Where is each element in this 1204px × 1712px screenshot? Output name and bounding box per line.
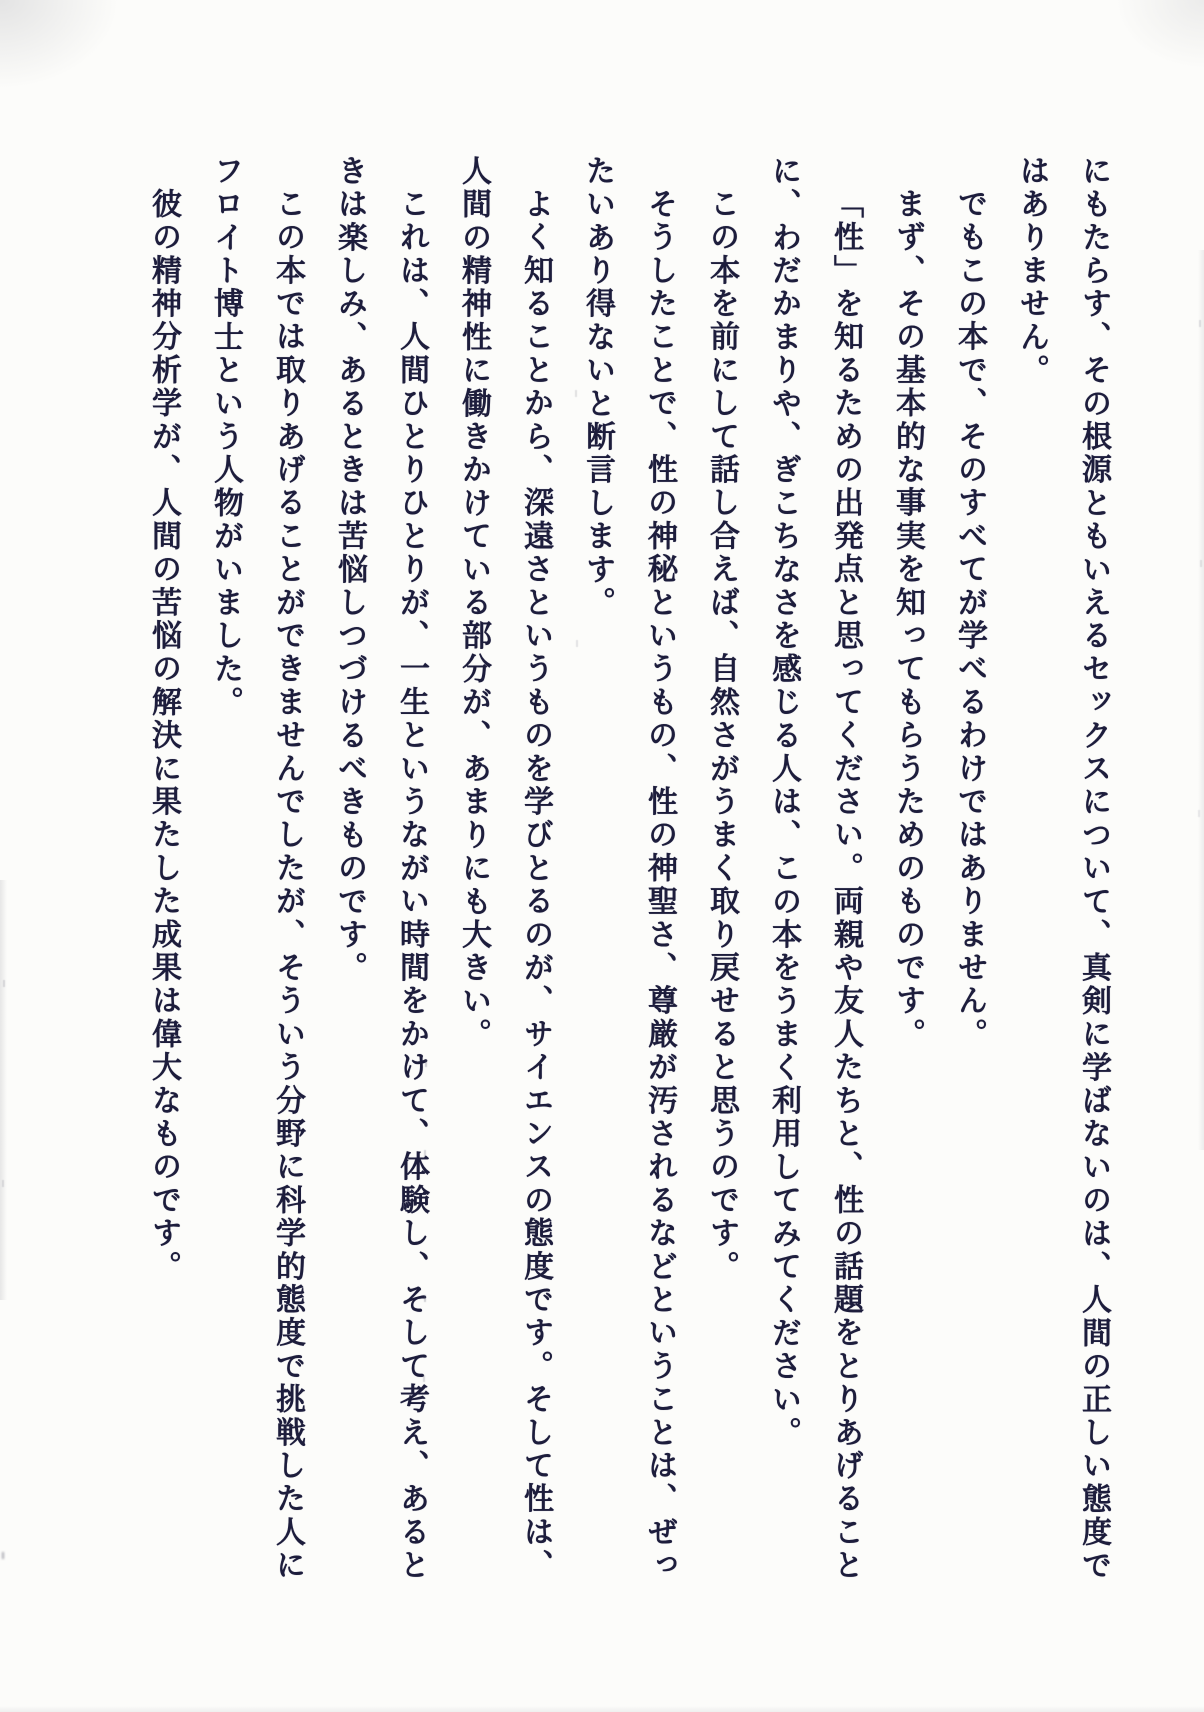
text-column: にもたらす、その根源ともいえるセックスについて、真剣に学ばないのは、人間の正しい態度で <box>1076 155 1111 1583</box>
text-column: この本を前にして話し合えば、自然さがうまく取り戻せると思うのです。 <box>704 188 739 1284</box>
text-column: フロイト博士という人物がいました。 <box>208 155 243 720</box>
text-column: たいあり得ないと断言します。 <box>580 155 615 620</box>
text-column: に、わだかまりや、ぎこちなさを感じる人は、この本をうまく利用してみてください。 <box>766 155 801 1450</box>
scan-artifact-edge <box>1198 250 1204 1150</box>
scan-artifact-edge <box>0 880 7 1300</box>
text-column: でもこの本で、そのすべてが学べるわけではありません。 <box>952 188 987 1052</box>
text-column: 彼の精神分析学が、人間の苦悩の解決に果たした成果は偉大なものです。 <box>146 188 181 1284</box>
text-column: そうしたことで、性の神秘というもの、性の神聖さ、尊厳が汚されるなどということは、ぜっ <box>642 188 677 1583</box>
text-column: きは楽しみ、あるときは苦悩しつづけるべきものです。 <box>332 155 367 985</box>
text-block <box>132 155 1124 1595</box>
text-column: 人間の精神性に働きかけている部分が、あまりにも大きい。 <box>456 155 491 1052</box>
text-column: まず、その基本的な事実を知ってもらうためのものです。 <box>890 188 925 1052</box>
text-column: 「性」を知るための出発点と思ってください。両親や友人たちと、性の話題をとりあげること <box>828 188 863 1583</box>
text-column: はありません。 <box>1014 155 1049 388</box>
scan-artifact-corner <box>0 0 120 90</box>
text-column: この本では取りあげることができませんでしたが、そういう分野に科学的態度で挑戦した人に <box>270 188 305 1583</box>
scan-artifact-corner <box>1114 0 1204 70</box>
scan-artifact-edge <box>0 1706 1204 1712</box>
scan-artifact-specks <box>0 0 2 7</box>
text-column: よく知ることから、深遠さというものを学びとるのが、サイエンスの態度です。そして性は、 <box>518 188 553 1583</box>
text-column: これは、人間ひとりひとりが、一生というながい時間をかけて、体験し、そして考え、あると <box>394 188 429 1583</box>
